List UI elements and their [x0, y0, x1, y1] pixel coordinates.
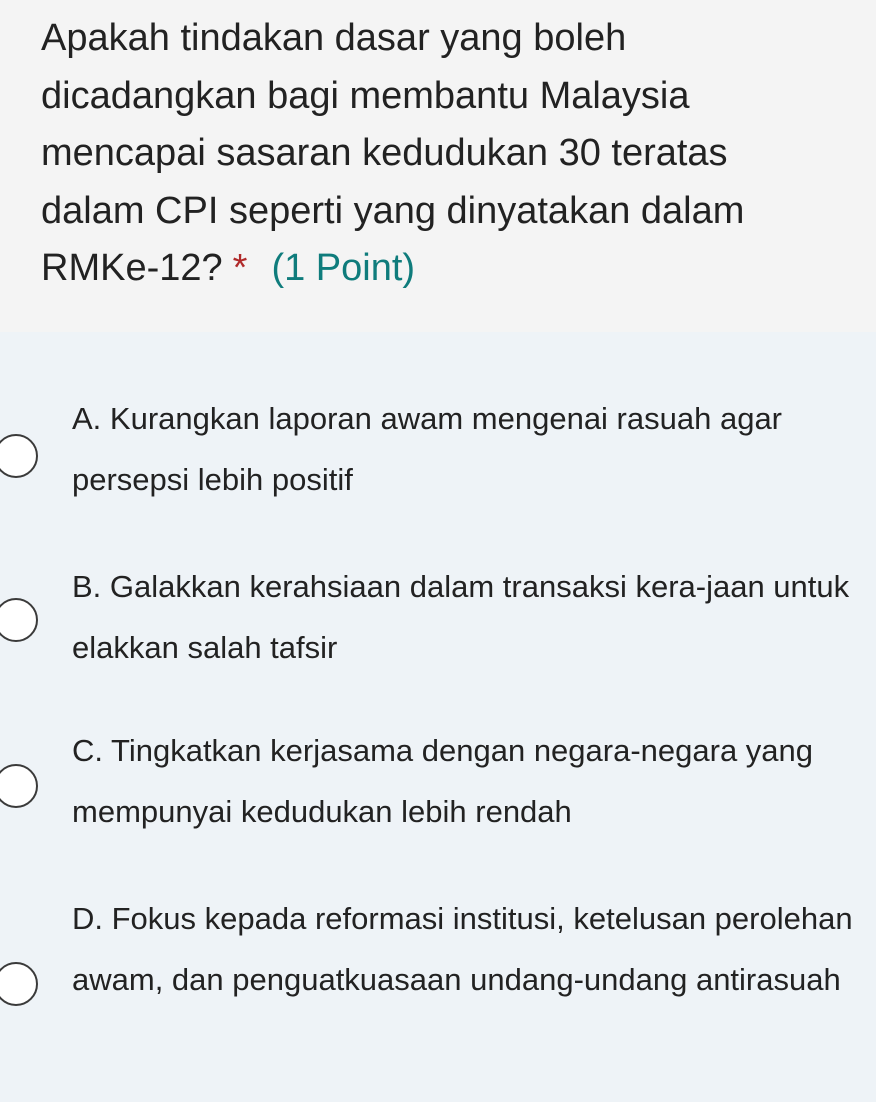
radio-button-d[interactable] [0, 962, 38, 1006]
radio-button-c[interactable] [0, 764, 38, 808]
question-title [41, 10, 841, 298]
option-b[interactable] [0, 556, 876, 686]
question-panel [0, 0, 876, 332]
option-d[interactable] [0, 888, 876, 1078]
radio-button-a[interactable] [0, 434, 38, 478]
question-text: Apakah tindakan dasar yang boleh dicadangkan bagi membantu Malaysia mencapai sasaran kedudukan 30 teratas dalam CPI seperti yang dinyatakan dalam RMKe-12? [41, 17, 745, 290]
required-marker: * [232, 247, 248, 290]
radio-button-b[interactable] [0, 598, 38, 642]
option-a[interactable] [0, 388, 876, 518]
option-a-label: A. Kurangkan laporan awam mengenai rasuah agar persepsi lebih positif [72, 401, 783, 497]
option-c[interactable] [0, 720, 876, 850]
option-d-label: D. Fokus kepada reformasi institusi, ketelusan perolehan awam, dan penguatkuasaan undang-undang antirasuah [72, 901, 853, 997]
answer-options [0, 332, 876, 1102]
points-label: (1 Point) [271, 247, 416, 290]
option-b-label: B. Galakkan kerahsiaan dalam transaksi kera-jaan untuk elakkan salah tafsir [72, 569, 850, 665]
option-c-label: C. Tingkatkan kerjasama dengan negara-negara yang mempunyai kedudukan lebih rendah [72, 733, 814, 829]
